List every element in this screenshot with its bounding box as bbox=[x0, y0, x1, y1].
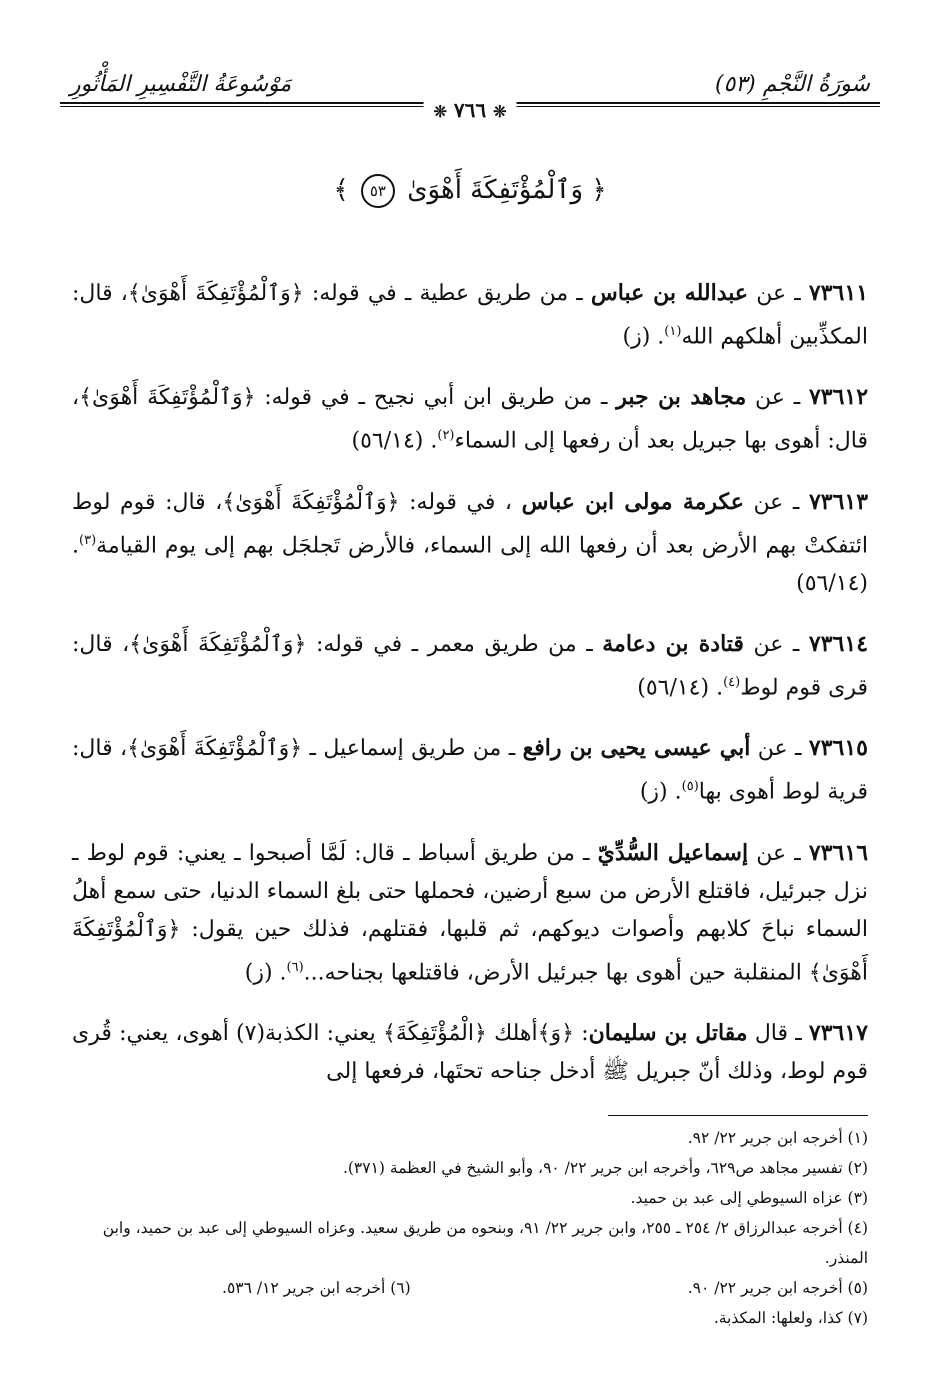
footnotes bbox=[72, 1123, 868, 1333]
footnote: (٧) كذا، ولعلها: المكذبة. bbox=[713, 1309, 868, 1327]
narrator-name: مقاتل بن سليمان bbox=[588, 1019, 748, 1046]
footnote-pair bbox=[72, 1273, 868, 1303]
entry-body: ـ من طريق إسماعيل ـ ﴿وَٱلْمُؤْتَفِكَةَ أَهْوَىٰ﴾، قال: قرية لوط أهوى بها bbox=[72, 736, 868, 805]
footnote: (٤) أخرجه عبدالرزاق ٢/ ٢٥٤ ـ ٢٥٥، وابن جرير ٢٢/ ٩١، وبنحوه من طريق سعيد. وعزاه السيوطي إلى عبد بن حميد، وابن المنذر. bbox=[102, 1219, 868, 1267]
footnote-ref: (١) bbox=[664, 324, 682, 339]
narrator-name: أبي عيسى يحيى بن رافع bbox=[522, 735, 751, 762]
ornate-bracket-open: ﴿ bbox=[591, 175, 607, 205]
footnote-ref: (٥) bbox=[681, 779, 699, 795]
entry-tail: . (٥٦/١٤) bbox=[637, 675, 724, 701]
entry-number: ٧٣٦١٤ bbox=[808, 630, 869, 657]
footnote-ref: (٦) bbox=[286, 959, 304, 975]
entry-number: ٧٣٦١١ bbox=[808, 280, 869, 306]
entry-body: ، في قوله: ﴿وَٱلْمُؤْتَفِكَةَ أَهْوَىٰ﴾، قال: قوم لوط ائتفكتْ بهم الأرض بعد أن رفعها الله إلى السماء، فالأرض تَجلجَل بهم إلى يوم القيامة bbox=[72, 489, 868, 558]
entry-body: ـ من طريق معمر ـ في قوله: ﴿وَٱلْمُؤْتَفِكَةَ أَهْوَىٰ﴾، قال: قرى قوم لوط bbox=[72, 631, 868, 701]
page-number bbox=[424, 98, 517, 122]
entry-prefix: ـ قال bbox=[754, 1020, 802, 1046]
narrator-name: إسماعيل السُّدِّيّ bbox=[597, 839, 749, 866]
ornament-icon: ❊ bbox=[493, 102, 507, 121]
footnote-ref: (٢) bbox=[437, 428, 455, 444]
entry-prefix: ـ عن bbox=[756, 840, 801, 866]
entry-number: ٧٣٦١٧ bbox=[808, 1019, 868, 1046]
entry bbox=[72, 625, 868, 707]
verse-number-medallion: ٥٣ bbox=[361, 174, 395, 208]
entry-body: ـ من طريق عطية ـ في قوله: ﴿وَٱلْمُؤْتَفِكَةَ أَهْوَىٰ﴾، قال: المكذِّبين أهلكهم الله bbox=[72, 281, 868, 350]
entry-number: ٧٣٦١٥ bbox=[808, 735, 868, 762]
footnote: (٥) أخرجه ابن جرير ٢٢/ ٩٠. bbox=[687, 1279, 868, 1297]
entry-tail: . (٥٦/١٤) bbox=[351, 428, 438, 454]
page-number-value: ٧٦٦ bbox=[453, 98, 487, 122]
entry-tail: . (ز) bbox=[622, 324, 665, 350]
entry-prefix: ـ عن bbox=[753, 489, 800, 515]
entry bbox=[72, 274, 868, 356]
entry bbox=[72, 378, 868, 460]
ornament-icon: ❊ bbox=[433, 102, 447, 121]
entry-body: : ﴿وَ﴾أهلك ﴿الْمُؤْتَفِكَةَ﴾ يعني: الكذبة(٧) أهوى، يعني: قُرى قوم لوط، وذلك أنّ جبريل ﷺ أدخل جناحه تحتَها، فرفعها إلى bbox=[72, 1020, 868, 1084]
entry-tail: . (ز) bbox=[639, 779, 682, 805]
footnote: (٦) أخرجه ابن جرير ١٢/ ٥٣٦. bbox=[222, 1279, 411, 1297]
entry bbox=[72, 483, 868, 603]
entry-tail: . (ز) bbox=[244, 959, 287, 985]
entry-body: ـ من طريق ابن أبي نجيح ـ في قوله: ﴿وَٱلْمُؤْتَفِكَةَ أَهْوَىٰ﴾، قال: أهوى بها جبريل بعد أن رفعها إلى السماء bbox=[72, 385, 868, 454]
narrator-name: مجاهد بن جبر bbox=[616, 384, 747, 411]
entry-number: ٧٣٦١٣ bbox=[808, 488, 869, 515]
entry bbox=[72, 1014, 868, 1091]
footnote: (١) أخرجه ابن جرير ٢٢/ ٩٢. bbox=[687, 1129, 868, 1147]
entry-prefix: ـ عن bbox=[756, 281, 801, 306]
entry-body: ـ من طريق أسباط ـ قال: لَمَّا أصبحوا ـ يعني: قوم لوط ـ نزل جبرئيل، فاقتلع الأرض من سبع أرضين، فحملها حتى بلغ السماء الدنيا، حتى سمع أهلُ السماء نباحَ كلابهم وأصوات ديوكهم، ثم قلبها، فقتلهم، فذلك حين يقول: ﴿وَٱلْمُؤْتَفِكَةَ أَهْوَىٰ﴾ المنقلبة حين أهوى بها جبرئيل الأرض، فاقتلعها بجناحه... bbox=[72, 840, 868, 985]
footnote-ref: (٤) bbox=[723, 674, 741, 690]
footnote-divider bbox=[608, 1115, 868, 1116]
ornate-bracket-close: ﴾ bbox=[333, 175, 349, 205]
narrator-name: عكرمة مولى ابن عباس bbox=[521, 488, 744, 515]
entry-prefix: ـ عن bbox=[757, 736, 802, 762]
entry-prefix: ـ عن bbox=[753, 631, 800, 657]
book-title: مَوْسُوعَةُ التَّفْسِيرِ المَأْثُورِ bbox=[70, 72, 292, 97]
narrator-name: عبدالله بن عباس bbox=[590, 280, 749, 306]
entry-tail: . (٥٦/١٤) bbox=[72, 532, 868, 596]
entry bbox=[72, 729, 868, 811]
footnote: (٢) تفسير مجاهد ص٦٢٩، وأخرجه ابن جرير ٢٢/ ٩٠، وأبو الشيخ في العظمة (٣٧١). bbox=[342, 1159, 868, 1177]
entry-prefix: ـ عن bbox=[755, 385, 801, 411]
page-header bbox=[60, 72, 880, 120]
surah-title: سُورَةُ النَّجْمِ (٥٣) bbox=[714, 72, 870, 97]
footnote: (٣) عزاه السيوطي إلى عبد بن حميد. bbox=[630, 1189, 868, 1207]
entry-number: ٧٣٦١٢ bbox=[808, 384, 869, 411]
verse-heading bbox=[0, 174, 940, 208]
entry bbox=[72, 834, 868, 992]
entry-number: ٧٣٦١٦ bbox=[808, 839, 869, 866]
verse-text: وَٱلْمُؤْتَفِكَةَ أَهْوَىٰ bbox=[407, 175, 584, 205]
tafsir-entries bbox=[72, 252, 868, 1105]
narrator-name: قتادة بن دعامة bbox=[602, 630, 744, 657]
footnote-ref: (٣) bbox=[79, 532, 97, 548]
